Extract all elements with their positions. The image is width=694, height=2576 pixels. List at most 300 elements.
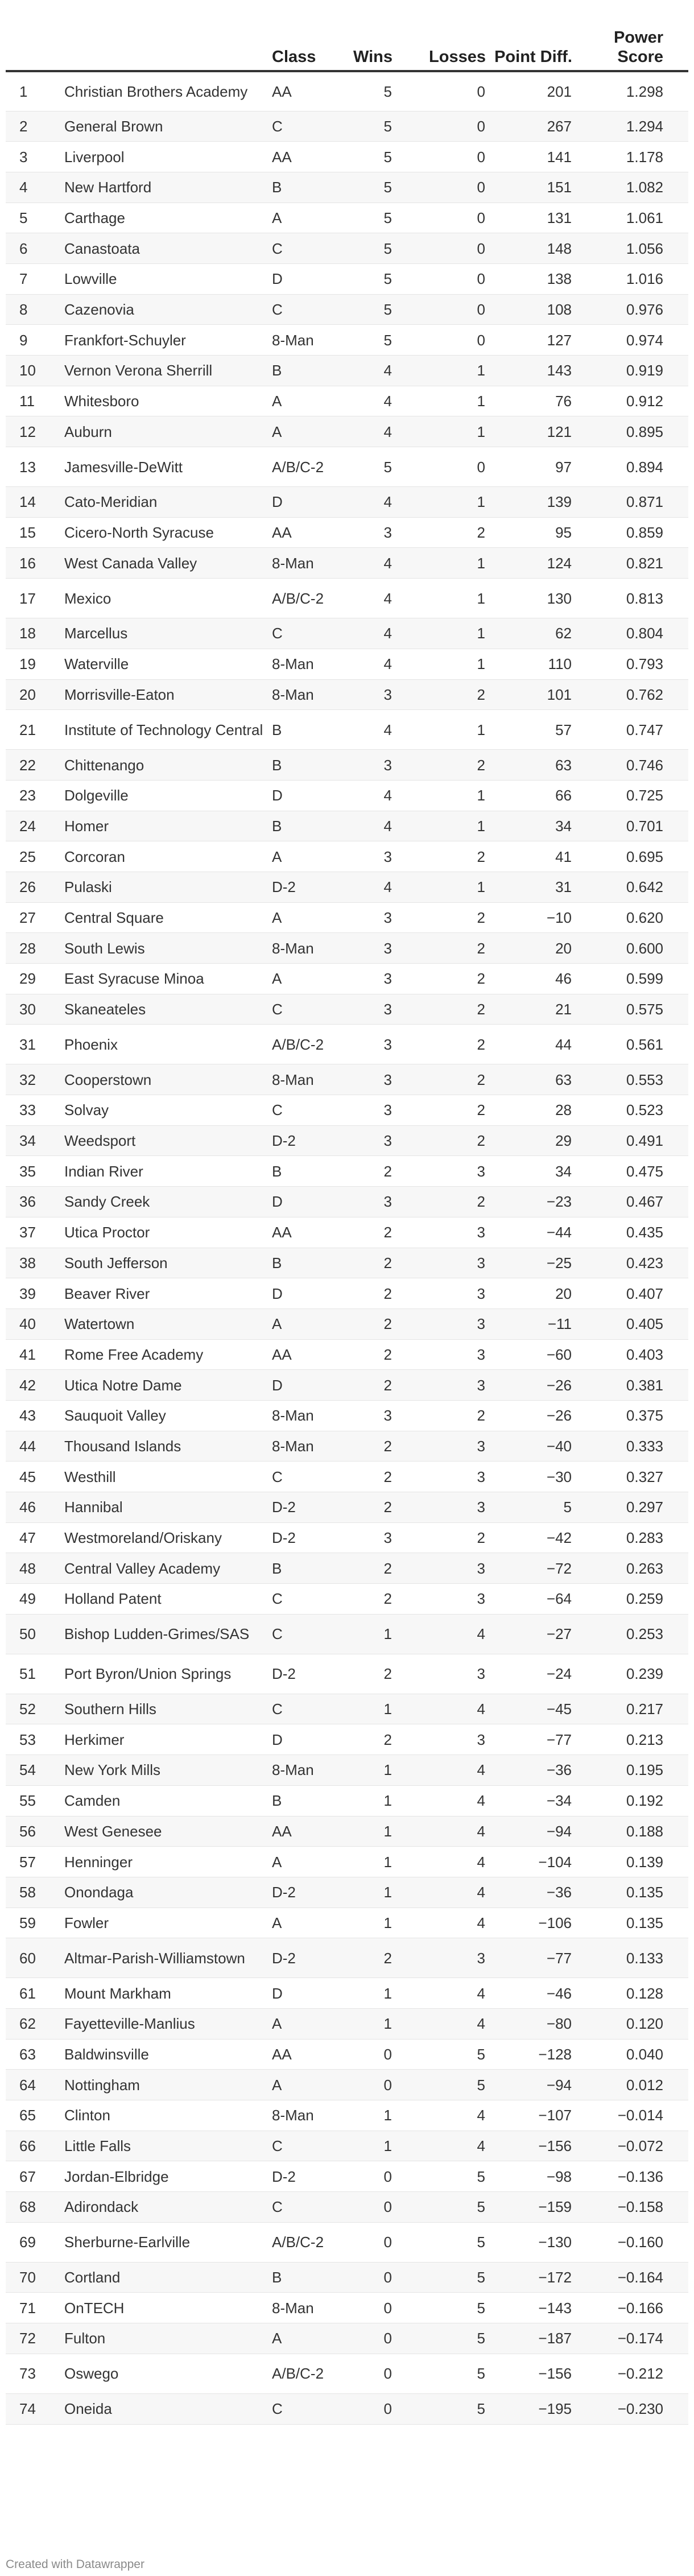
cell-power-score: 1.016	[572, 263, 688, 294]
cell-losses: 4	[393, 1755, 486, 1786]
cell-losses: 5	[393, 2293, 486, 2323]
cell-wins: 2	[334, 1278, 393, 1309]
cell-point-diff: −45	[486, 1694, 572, 1724]
table-row	[6, 1156, 688, 1187]
cell-losses: 2	[393, 994, 486, 1025]
cell-losses: 1	[393, 356, 486, 386]
cell-losses: 3	[393, 1339, 486, 1370]
cell-losses: 2	[393, 841, 486, 872]
cell-class: 8-Man	[272, 1064, 334, 1095]
cell-losses: 0	[393, 263, 486, 294]
cell-point-diff: 97	[486, 447, 572, 487]
cell-class: A/B/C-2	[272, 2222, 334, 2262]
cell-power-score: 0.859	[572, 517, 688, 548]
cell-power-score: 0.747	[572, 710, 688, 750]
cell-point-diff: −143	[486, 2293, 572, 2323]
cell-class: D-2	[272, 1654, 334, 1694]
cell-power-score: 1.061	[572, 203, 688, 233]
table-row	[6, 172, 688, 203]
table-row	[6, 1785, 688, 1816]
cell-power-score: 0.475	[572, 1156, 688, 1187]
cell-power-score: 0.253	[572, 1614, 688, 1654]
table-row	[6, 325, 688, 356]
cell-wins: 1	[334, 2100, 393, 2131]
cell-team: Clinton	[64, 2100, 272, 2131]
cell-losses: 0	[393, 233, 486, 264]
table-row	[6, 2161, 688, 2192]
cell-losses: 2	[393, 1125, 486, 1156]
cell-losses: 3	[393, 1248, 486, 1278]
cell-wins: 2	[334, 1492, 393, 1523]
cell-rank: 36	[6, 1187, 64, 1217]
cell-point-diff: −156	[486, 2354, 572, 2393]
cell-team: Utica Notre Dame	[64, 1370, 272, 1401]
cell-rank: 44	[6, 1431, 64, 1462]
cell-rank: 46	[6, 1492, 64, 1523]
table-row	[6, 2222, 688, 2262]
cell-power-score: 0.599	[572, 964, 688, 994]
header-point-diff: Point Diff.	[486, 22, 572, 71]
cell-losses: 2	[393, 933, 486, 964]
cell-wins: 3	[334, 994, 393, 1025]
cell-team: West Canada Valley	[64, 548, 272, 579]
cell-losses: 3	[393, 1278, 486, 1309]
cell-class: 8-Man	[272, 1400, 334, 1431]
cell-wins: 3	[334, 1187, 393, 1217]
cell-losses: 4	[393, 1816, 486, 1847]
cell-power-score: 0.600	[572, 933, 688, 964]
table-row	[6, 1187, 688, 1217]
cell-wins: 3	[334, 750, 393, 781]
cell-losses: 4	[393, 1978, 486, 2009]
table-row	[6, 2039, 688, 2070]
header-losses: Losses	[393, 22, 486, 71]
cell-losses: 1	[393, 548, 486, 579]
cell-wins: 3	[334, 933, 393, 964]
cell-team: Port Byron/Union Springs	[64, 1654, 272, 1694]
cell-class: C	[272, 111, 334, 142]
cell-wins: 5	[334, 233, 393, 264]
cell-point-diff: 62	[486, 618, 572, 649]
cell-losses: 5	[393, 2222, 486, 2262]
cell-losses: 5	[393, 2323, 486, 2354]
cell-point-diff: 130	[486, 579, 572, 618]
cell-rank: 74	[6, 2393, 64, 2424]
cell-losses: 1	[393, 487, 486, 518]
cell-team: West Genesee	[64, 1816, 272, 1847]
cell-team: Altmar-Parish-Williamstown	[64, 1938, 272, 1978]
cell-losses: 0	[393, 71, 486, 111]
cell-class: D	[272, 263, 334, 294]
cell-losses: 2	[393, 1064, 486, 1095]
cell-power-score: 0.974	[572, 325, 688, 356]
cell-team: Central Square	[64, 902, 272, 933]
cell-team: Cato-Meridian	[64, 487, 272, 518]
cell-team: Southern Hills	[64, 1694, 272, 1724]
cell-power-score: 0.553	[572, 1064, 688, 1095]
cell-point-diff: −130	[486, 2222, 572, 2262]
cell-power-score: 0.405	[572, 1308, 688, 1339]
cell-wins: 0	[334, 2192, 393, 2223]
cell-power-score: 0.283	[572, 1522, 688, 1553]
cell-class: A	[272, 1847, 334, 1877]
cell-team: Little Falls	[64, 2131, 272, 2161]
cell-rank: 51	[6, 1654, 64, 1694]
cell-power-score: 0.561	[572, 1025, 688, 1064]
cell-class: D	[272, 1724, 334, 1755]
cell-wins: 0	[334, 2070, 393, 2100]
cell-power-score: 0.804	[572, 618, 688, 649]
cell-point-diff: −60	[486, 1339, 572, 1370]
table-row	[6, 2262, 688, 2293]
table-row	[6, 1278, 688, 1309]
cell-team: Canastoata	[64, 233, 272, 264]
cell-team: Oswego	[64, 2354, 272, 2393]
cell-point-diff: −187	[486, 2323, 572, 2354]
cell-wins: 5	[334, 203, 393, 233]
cell-point-diff: −98	[486, 2161, 572, 2192]
cell-losses: 3	[393, 1370, 486, 1401]
cell-wins: 2	[334, 1584, 393, 1615]
cell-wins: 2	[334, 1370, 393, 1401]
cell-power-score: 0.435	[572, 1217, 688, 1248]
cell-team: Auburn	[64, 416, 272, 447]
cell-wins: 0	[334, 2039, 393, 2070]
cell-point-diff: −195	[486, 2393, 572, 2424]
cell-class: A	[272, 2070, 334, 2100]
cell-power-score: 0.135	[572, 1877, 688, 1908]
cell-team: Waterville	[64, 649, 272, 679]
cell-point-diff: −106	[486, 1908, 572, 1938]
cell-losses: 3	[393, 1431, 486, 1462]
cell-power-score: 0.217	[572, 1694, 688, 1724]
table-row	[6, 1614, 688, 1654]
cell-class: 8-Man	[272, 2293, 334, 2323]
table-row	[6, 203, 688, 233]
cell-class: A	[272, 1908, 334, 1938]
cell-losses: 3	[393, 1584, 486, 1615]
cell-team: Camden	[64, 1785, 272, 1816]
cell-rank: 41	[6, 1339, 64, 1370]
cell-power-score: 0.642	[572, 872, 688, 902]
cell-class: D-2	[272, 1877, 334, 1908]
table-row	[6, 356, 688, 386]
cell-power-score: 0.701	[572, 811, 688, 841]
cell-team: East Syracuse Minoa	[64, 964, 272, 994]
cell-losses: 1	[393, 811, 486, 841]
cell-rank: 30	[6, 994, 64, 1025]
cell-wins: 3	[334, 1125, 393, 1156]
cell-power-score: 0.467	[572, 1187, 688, 1217]
cell-power-score: −0.174	[572, 2323, 688, 2354]
cell-class: C	[272, 2393, 334, 2424]
cell-wins: 3	[334, 841, 393, 872]
cell-point-diff: 63	[486, 750, 572, 781]
cell-rank: 69	[6, 2222, 64, 2262]
cell-wins: 1	[334, 1908, 393, 1938]
cell-power-score: 0.263	[572, 1553, 688, 1584]
cell-losses: 0	[393, 325, 486, 356]
table-row	[6, 142, 688, 172]
table-header	[6, 22, 688, 71]
cell-team: Adirondack	[64, 2192, 272, 2223]
cell-losses: 4	[393, 1847, 486, 1877]
cell-class: D	[272, 1978, 334, 2009]
cell-team: Sherburne-Earlville	[64, 2222, 272, 2262]
cell-power-score: −0.072	[572, 2131, 688, 2161]
cell-wins: 0	[334, 2293, 393, 2323]
cell-team: Solvay	[64, 1095, 272, 1126]
cell-losses: 2	[393, 750, 486, 781]
cell-class: B	[272, 811, 334, 841]
cell-point-diff: 76	[486, 386, 572, 416]
cell-team: Oneida	[64, 2393, 272, 2424]
cell-class: B	[272, 1553, 334, 1584]
cell-point-diff: 143	[486, 356, 572, 386]
cell-point-diff: −36	[486, 1877, 572, 1908]
cell-wins: 5	[334, 71, 393, 111]
cell-team: Jamesville-DeWitt	[64, 447, 272, 487]
cell-team: New Hartford	[64, 172, 272, 203]
cell-wins: 2	[334, 1431, 393, 1462]
cell-wins: 3	[334, 902, 393, 933]
cell-point-diff: −94	[486, 1816, 572, 1847]
table-row	[6, 1584, 688, 1615]
cell-point-diff: 138	[486, 263, 572, 294]
cell-power-score: 0.375	[572, 1400, 688, 1431]
cell-wins: 4	[334, 356, 393, 386]
table-row	[6, 2070, 688, 2100]
cell-point-diff: 34	[486, 1156, 572, 1187]
cell-point-diff: −10	[486, 902, 572, 933]
cell-rank: 26	[6, 872, 64, 902]
cell-team: Beaver River	[64, 1278, 272, 1309]
cell-point-diff: 44	[486, 1025, 572, 1064]
cell-wins: 4	[334, 487, 393, 518]
table-row	[6, 933, 688, 964]
cell-class: D-2	[272, 1492, 334, 1523]
cell-losses: 1	[393, 710, 486, 750]
cell-team: Fayetteville-Manlius	[64, 2008, 272, 2039]
cell-rank: 50	[6, 1614, 64, 1654]
table-row	[6, 1462, 688, 1492]
cell-class: C	[272, 1095, 334, 1126]
cell-rank: 28	[6, 933, 64, 964]
cell-class: A/B/C-2	[272, 2354, 334, 2393]
cell-rank: 65	[6, 2100, 64, 2131]
cell-rank: 63	[6, 2039, 64, 2070]
cell-team: Vernon Verona Sherrill	[64, 356, 272, 386]
cell-team: Skaneateles	[64, 994, 272, 1025]
cell-wins: 5	[334, 111, 393, 142]
cell-point-diff: −156	[486, 2131, 572, 2161]
cell-losses: 1	[393, 579, 486, 618]
table-row	[6, 1694, 688, 1724]
cell-point-diff: −26	[486, 1370, 572, 1401]
cell-point-diff: 31	[486, 872, 572, 902]
table-row	[6, 233, 688, 264]
cell-team: Mount Markham	[64, 1978, 272, 2009]
cell-point-diff: 46	[486, 964, 572, 994]
cell-rank: 54	[6, 1755, 64, 1786]
cell-power-score: 0.135	[572, 1908, 688, 1938]
cell-rank: 15	[6, 517, 64, 548]
cell-point-diff: 121	[486, 416, 572, 447]
cell-losses: 5	[393, 2039, 486, 2070]
cell-wins: 0	[334, 2222, 393, 2262]
table-row	[6, 1064, 688, 1095]
cell-team: Frankfort-Schuyler	[64, 325, 272, 356]
cell-losses: 0	[393, 203, 486, 233]
table-row	[6, 649, 688, 679]
cell-rank: 68	[6, 2192, 64, 2223]
cell-class: 8-Man	[272, 933, 334, 964]
cell-power-score: 0.259	[572, 1584, 688, 1615]
cell-point-diff: −27	[486, 1614, 572, 1654]
table-row	[6, 780, 688, 811]
cell-rank: 25	[6, 841, 64, 872]
cell-class: B	[272, 356, 334, 386]
cell-losses: 4	[393, 1877, 486, 1908]
cell-power-score: −0.136	[572, 2161, 688, 2192]
table-row	[6, 872, 688, 902]
cell-rank: 48	[6, 1553, 64, 1584]
cell-rank: 9	[6, 325, 64, 356]
cell-class: D	[272, 1187, 334, 1217]
cell-losses: 4	[393, 1785, 486, 1816]
table-row	[6, 1308, 688, 1339]
table-row	[6, 964, 688, 994]
cell-losses: 5	[393, 2070, 486, 2100]
cell-point-diff: 57	[486, 710, 572, 750]
cell-power-score: 0.381	[572, 1370, 688, 1401]
cell-team: Mexico	[64, 579, 272, 618]
cell-wins: 1	[334, 1614, 393, 1654]
cell-losses: 2	[393, 964, 486, 994]
cell-wins: 4	[334, 811, 393, 841]
cell-class: A	[272, 2323, 334, 2354]
cell-rank: 39	[6, 1278, 64, 1309]
cell-power-score: 0.746	[572, 750, 688, 781]
table-row	[6, 447, 688, 487]
cell-rank: 20	[6, 679, 64, 710]
cell-rank: 18	[6, 618, 64, 649]
table-body	[6, 71, 688, 2424]
table-row	[6, 579, 688, 618]
cell-losses: 1	[393, 872, 486, 902]
cell-team: Baldwinsville	[64, 2039, 272, 2070]
cell-wins: 4	[334, 649, 393, 679]
header-wins: Wins	[334, 22, 393, 71]
cell-wins: 5	[334, 447, 393, 487]
table-row	[6, 841, 688, 872]
cell-point-diff: −77	[486, 1938, 572, 1978]
table-row	[6, 1370, 688, 1401]
cell-losses: 5	[393, 2192, 486, 2223]
table-row	[6, 1978, 688, 2009]
table-row	[6, 2354, 688, 2393]
cell-team: Bishop Ludden-Grimes/SAS	[64, 1614, 272, 1654]
cell-wins: 1	[334, 1978, 393, 2009]
cell-wins: 2	[334, 1339, 393, 1370]
cell-team: Cazenovia	[64, 294, 272, 325]
cell-losses: 5	[393, 2354, 486, 2393]
cell-losses: 4	[393, 1908, 486, 1938]
cell-losses: 2	[393, 1025, 486, 1064]
cell-power-score: 0.894	[572, 447, 688, 487]
cell-losses: 0	[393, 172, 486, 203]
cell-power-score: 0.192	[572, 1785, 688, 1816]
cell-class: AA	[272, 517, 334, 548]
cell-power-score: 0.912	[572, 386, 688, 416]
cell-team: South Jefferson	[64, 1248, 272, 1278]
table-row	[6, 1938, 688, 1978]
cell-class: A	[272, 2008, 334, 2039]
cell-team: Sandy Creek	[64, 1187, 272, 1217]
cell-power-score: −0.230	[572, 2393, 688, 2424]
table-row	[6, 811, 688, 841]
cell-rank: 22	[6, 750, 64, 781]
cell-class: A	[272, 386, 334, 416]
cell-power-score: 0.120	[572, 2008, 688, 2039]
cell-point-diff: 20	[486, 933, 572, 964]
cell-wins: 1	[334, 1847, 393, 1877]
cell-power-score: 0.919	[572, 356, 688, 386]
cell-team: Westhill	[64, 1462, 272, 1492]
cell-power-score: 0.139	[572, 1847, 688, 1877]
cell-team: Onondaga	[64, 1877, 272, 1908]
cell-point-diff: −26	[486, 1400, 572, 1431]
cell-class: A	[272, 203, 334, 233]
cell-losses: 1	[393, 649, 486, 679]
cell-team: Homer	[64, 811, 272, 841]
cell-rank: 71	[6, 2293, 64, 2323]
cell-team: Pulaski	[64, 872, 272, 902]
cell-wins: 2	[334, 1308, 393, 1339]
cell-class: B	[272, 172, 334, 203]
cell-class: 8-Man	[272, 679, 334, 710]
cell-losses: 3	[393, 1938, 486, 1978]
cell-losses: 2	[393, 902, 486, 933]
cell-point-diff: −72	[486, 1553, 572, 1584]
cell-power-score: 0.333	[572, 1431, 688, 1462]
cell-rank: 58	[6, 1877, 64, 1908]
cell-class: C	[272, 294, 334, 325]
cell-power-score: 0.133	[572, 1938, 688, 1978]
cell-class: AA	[272, 142, 334, 172]
table-row	[6, 1816, 688, 1847]
cell-rank: 16	[6, 548, 64, 579]
cell-class: B	[272, 2262, 334, 2293]
cell-point-diff: 151	[486, 172, 572, 203]
cell-rank: 3	[6, 142, 64, 172]
table-row	[6, 1724, 688, 1755]
cell-rank: 29	[6, 964, 64, 994]
cell-wins: 3	[334, 517, 393, 548]
table-row	[6, 2008, 688, 2039]
cell-power-score: 0.297	[572, 1492, 688, 1523]
cell-wins: 4	[334, 386, 393, 416]
cell-losses: 1	[393, 386, 486, 416]
cell-class: 8-Man	[272, 548, 334, 579]
table-row	[6, 1125, 688, 1156]
cell-team: Cicero-North Syracuse	[64, 517, 272, 548]
table-row	[6, 2192, 688, 2223]
cell-power-score: 0.012	[572, 2070, 688, 2100]
table-row	[6, 1339, 688, 1370]
cell-team: Whitesboro	[64, 386, 272, 416]
cell-wins: 5	[334, 263, 393, 294]
